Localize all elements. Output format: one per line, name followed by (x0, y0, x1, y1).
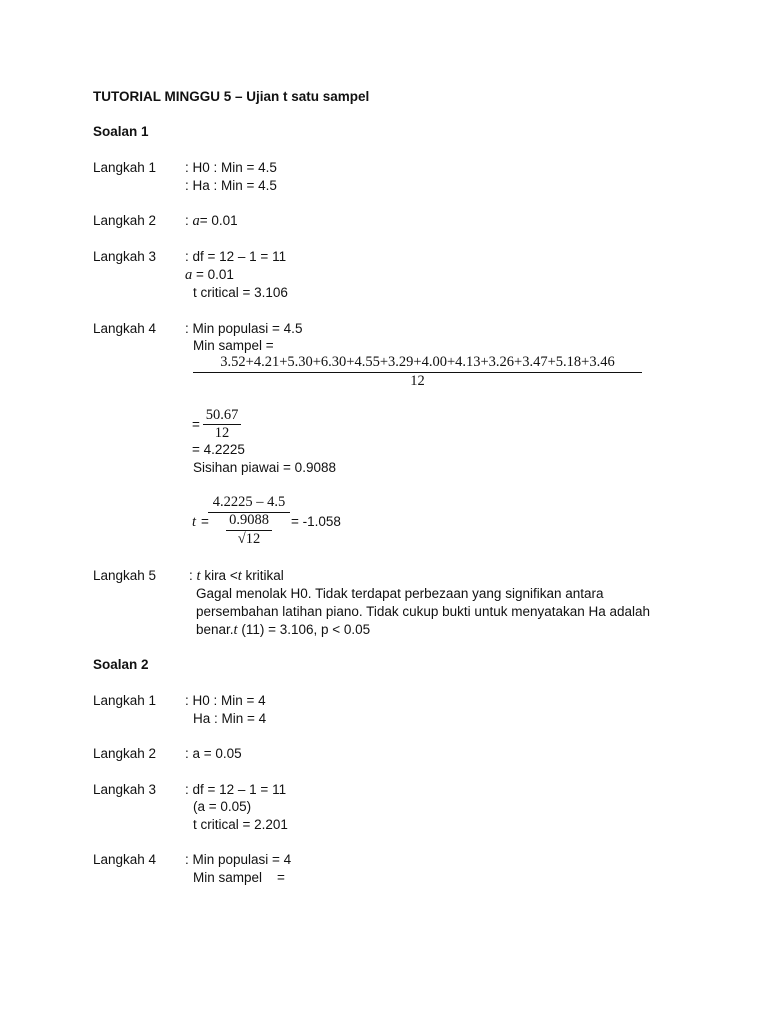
q2-step4-population-mean: : Min populasi = 4 (185, 852, 292, 867)
q1-step3-df: : df = 12 – 1 = 11 (185, 249, 287, 264)
t-numerator: 4.2225 – 4.5 (212, 494, 286, 510)
q2-step2-label: Langkah 2 (93, 746, 157, 761)
total-denominator: 12 (214, 425, 230, 441)
q1-step3-alpha (185, 266, 234, 284)
q1-step1-alt-hypothesis: : Ha : Min = 4.5 (185, 178, 277, 193)
q2-step3-label: Langkah 3 (93, 782, 157, 797)
alpha-symbol: a (192, 213, 200, 229)
q1-step2-alpha (185, 212, 238, 230)
q1-step2-label: Langkah 2 (93, 213, 157, 228)
q1-step2-colon: : (185, 213, 189, 228)
q1-step3-label: Langkah 3 (93, 249, 157, 264)
q2-step4-label: Langkah 4 (93, 852, 157, 867)
t-symbol: t (192, 514, 197, 530)
q1-step4-label: Langkah 4 (93, 321, 157, 336)
t-symbol: t (233, 622, 238, 638)
q1-step2-alpha-value: = 0.01 (199, 213, 238, 228)
q1-step5-report: (11) = 3.106, p < 0.05 (237, 622, 371, 637)
q1-step4-sample-mean-label: Min sampel = (193, 338, 274, 353)
q1-step3-t-critical: t critical = 3.106 (193, 285, 288, 300)
q2-step3-t-critical: t critical = 2.201 (193, 817, 288, 832)
t-denominator-sqrt-n: √12 (237, 531, 261, 547)
alpha-symbol: a (185, 267, 193, 283)
sample-mean-result: = 4.2225 (192, 442, 245, 457)
t-equals-sign: = (201, 514, 209, 529)
q2-step3-df: : df = 12 – 1 = 11 (185, 782, 287, 797)
q1-step5-decision-rule (189, 567, 284, 585)
q2-step4-sample-mean-label: Min sampel = (193, 870, 285, 885)
q1-step5-conclusion-line2: persembahan latihan piano. Tidak cukup bukti untuk menyatakan Ha adalah (196, 604, 651, 619)
q2-step1-null-hypothesis: : H0 : Min = 4 (185, 693, 266, 708)
q1-step5-label: Langkah 5 (93, 568, 157, 583)
q1-step5-conclusion-line1: Gagal menolak H0. Tidak terdapat perbezaan yang signifikan antara (196, 586, 604, 601)
q2-step1-alt-hypothesis: Ha : Min = 4 (193, 711, 267, 726)
total-numerator: 50.67 (205, 407, 239, 423)
q1-step4-population-mean: : Min populasi = 4.5 (185, 321, 303, 336)
q2-step1-label: Langkah 1 (93, 693, 157, 708)
q2-step3-alpha: (a = 0.05) (193, 799, 252, 814)
document-title: TUTORIAL MINGGU 5 – Ujian t satu sampel (93, 89, 370, 104)
q1-step1-label: Langkah 1 (93, 160, 157, 175)
question-2-heading: Soalan 2 (93, 657, 149, 672)
t-denominator-sd: 0.9088 (229, 512, 269, 528)
q1-step5-conclusion-line3 (196, 621, 370, 639)
sum-denominator: 12 (410, 373, 425, 389)
q1-step1-null-hypothesis: : H0 : Min = 4.5 (185, 160, 277, 175)
t-symbol: t (237, 568, 242, 584)
q1-step5-critical: kritikal (241, 568, 284, 583)
equals-sign: = (192, 417, 200, 432)
q1-step3-alpha-value: = 0.01 (192, 267, 234, 282)
sum-numerator: 3.52+4.21+5.30+6.30+4.55+3.29+4.00+4.13+3.26+3.47+5.18+3.46 (220, 354, 615, 370)
q2-step2-alpha: : a = 0.05 (185, 746, 242, 761)
standard-deviation: Sisihan piawai = 0.9088 (193, 460, 336, 475)
t-statistic-result: = -1.058 (291, 514, 341, 529)
q1-step5-benar: benar. (196, 622, 234, 637)
q1-step5-compare: kira < (200, 568, 238, 583)
q1-step5-colon: : (189, 568, 193, 583)
t-symbol: t (196, 568, 201, 584)
question-1-heading: Soalan 1 (93, 124, 149, 139)
